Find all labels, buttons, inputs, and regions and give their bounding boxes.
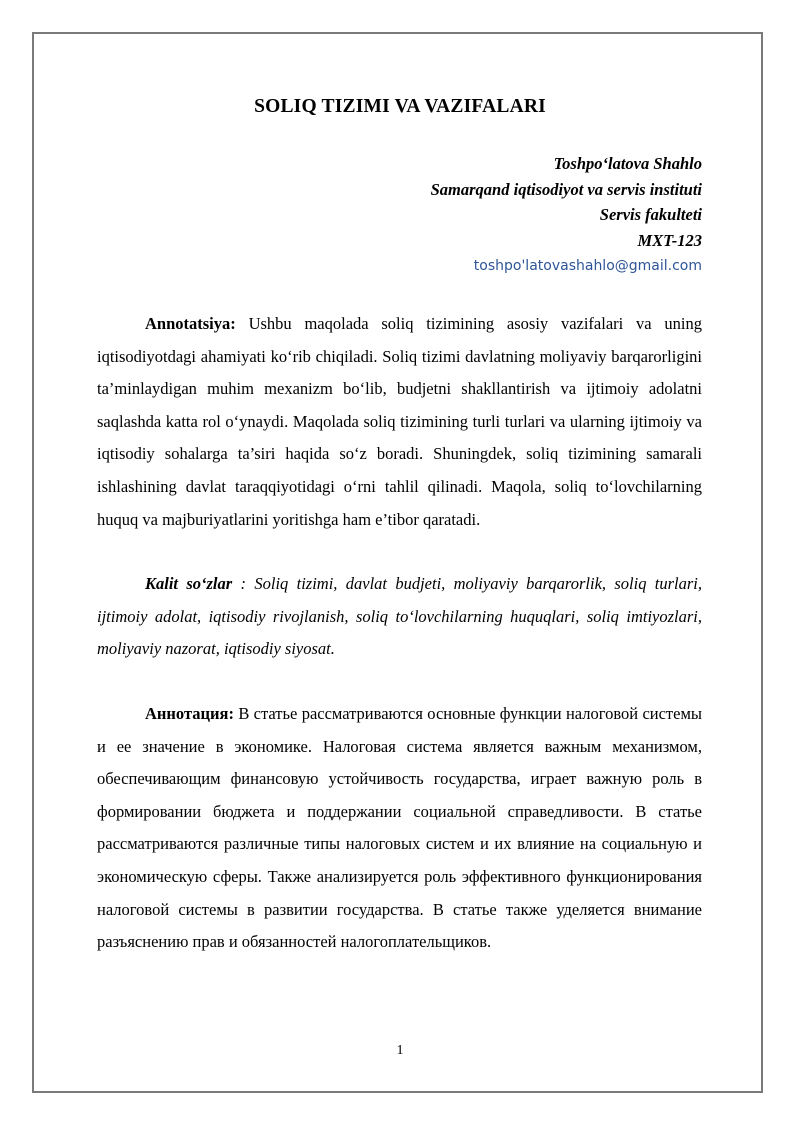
author-institution: Samarqand iqtisodiyot va servis instituti — [430, 179, 702, 199]
abstract-ru-text: В статье рассматриваются основные функции налоговой системы и ее значение в экономике. Налоговая система является важным механизмом, обеспечивающим финансовую устойчивость государства, играет важную роль в формировании бюджета и поддержании социальной справедливости. В статье рассматриваются различные типы налоговых систем и их влияние на социальную и экономическую сферы. Также анализируется роль эффективного функционирования налоговой системы в развитии государства. В статье также уделяется внимание разъяснению прав и обязанностей налогоплательщиков. — [97, 704, 702, 952]
abstract-ru — [97, 698, 702, 959]
abstract-uz — [97, 308, 702, 536]
keywords-label: Kalit so‘zlar — [145, 574, 233, 593]
author-block — [431, 151, 702, 280]
abstract-uz-text: Ushbu maqolada soliq tizimining asosiy vazifalari va uning iqtisodiyotdagi ahamiyati ko‘rib chiqiladi. Soliq tizimi davlatning moliyaviy barqarorligini ta’minlaydigan muhim mexanizm bo‘lib, budjetni shakllantirish va ijtimoiy adolatni saqlashda katta rol o‘ynaydi. Maqolada soliq tizimining turli turlari va ularning ijtimoiy va iqtisodiy sohalarga ta’siri haqida so‘z boradi. Shuningdek, soliq tizimining samarali ishlashining davlat taraqqiyotidagi o‘rni tahlil qilinadi. Maqola, soliq to‘lovchilarning huquq va majburiyatlarini yoritishga ham e’tibor qaratadi. — [97, 314, 702, 529]
page-number: 1 — [396, 1043, 404, 1058]
keywords — [97, 568, 702, 666]
author-name: Toshpo‘latova Shahlo — [553, 154, 702, 173]
author-email-link[interactable]: toshpo'latovashahlo@gmail.com — [473, 258, 702, 274]
abstract-ru-label: Аннотация: — [145, 704, 234, 723]
abstract-uz-label: Annotatsiya: — [145, 314, 236, 333]
author-group: MXT-123 — [637, 230, 702, 250]
keywords-text: : Soliq tizimi, davlat budjeti, moliyaviy barqarorlik, soliq turlari, ijtimoiy adolat, iqtisodiy rivojlanish, soliq to‘lovchilarning huquqlari, soliq imtiyozlari, moliyaviy nazorat, iqtisodiy siyosat. — [97, 574, 702, 659]
author-faculty: Servis fakulteti — [599, 205, 702, 224]
document-title: SOLIQ TIZIMI VA VAZIFALARI — [254, 96, 546, 117]
